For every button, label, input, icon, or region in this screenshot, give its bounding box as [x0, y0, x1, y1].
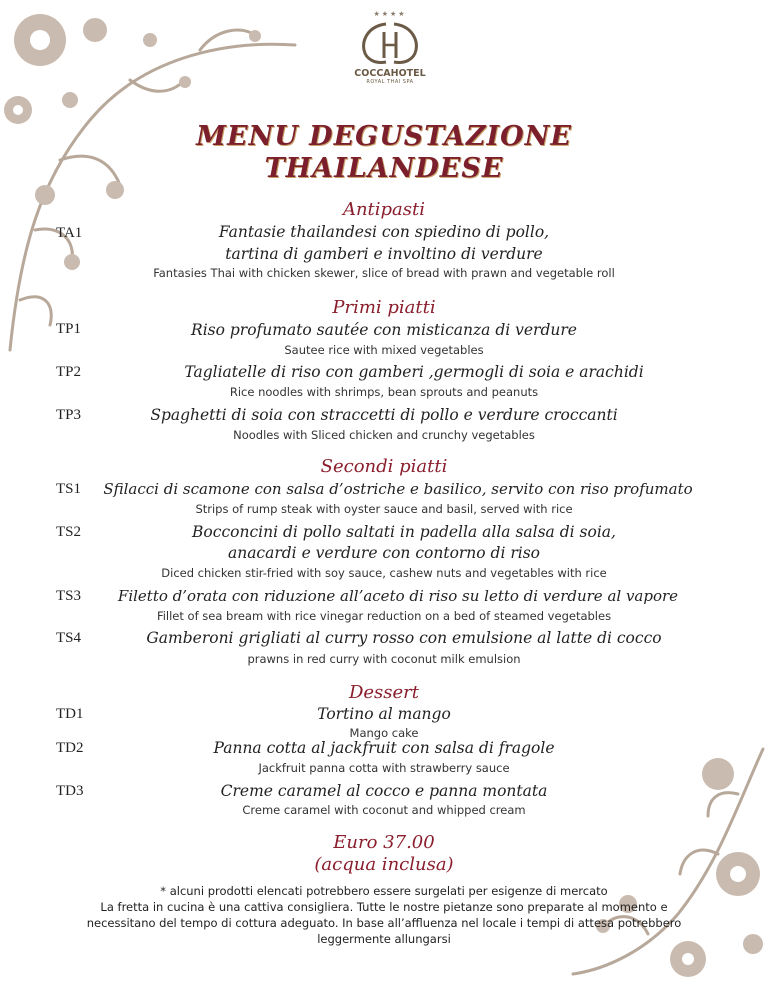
dish-translation: Jackfruit panna cotta with strawberry sauce — [258, 761, 510, 775]
dish-code: TD2 — [56, 740, 84, 756]
footer-note-frozen: * alcuni prodotti elencati potrebbero essere surgelati per esigenze di mercato — [160, 884, 608, 898]
dish-name: Riso profumato sautée con misticanza di verdure — [191, 321, 577, 339]
price-note: (acqua inclusa) — [314, 854, 454, 875]
dish-name-line-2: tartina di gamberi e involtino di verdure — [225, 245, 543, 263]
dish-code: TP2 — [56, 364, 82, 380]
logo-emblem-icon — [350, 18, 430, 66]
dish-translation: Rice noodles with shrimps, bean sprouts and peanuts — [229, 385, 539, 399]
footer-note-line-2: necessitano del tempo di cottura adeguato. In base all’affluenza nel locale i tempi di attesa potrebbero — [86, 916, 682, 930]
dish-name: Fantasie thailandesi con spiedino di pollo, — [218, 223, 550, 241]
dish-name: Bocconcini di pollo saltati in padella alla salsa di soia, — [192, 523, 616, 541]
dish-name: Tagliatelle di riso con gamberi ,germogli di soia e arachidi — [184, 363, 644, 381]
dish-translation: Mango cake — [349, 726, 419, 740]
dish-code: TA1 — [56, 225, 83, 241]
dish-name: Spaghetti di soia con straccetti di pollo e verdure croccanti — [150, 406, 618, 424]
logo-tagline: ROYAL THAI SPA — [366, 79, 414, 85]
section-heading-secondi: Secondi piatti — [320, 456, 448, 477]
dish-code: TD3 — [56, 783, 84, 799]
dish-code: TD1 — [56, 706, 84, 722]
section-heading-primi: Primi piatti — [332, 297, 436, 318]
dish-code: TS4 — [56, 630, 82, 646]
logo-name: COCCAHOTEL — [354, 68, 426, 79]
logo-stars: ★★★★ — [373, 10, 407, 18]
dish-translation: Creme caramel with coconut and whipped cream — [242, 803, 526, 817]
dish-name: Sfilacci di scamone con salsa d’ostriche e basilico, servito con riso profumato — [103, 480, 693, 498]
price-amount: Euro 37.00 — [333, 832, 435, 853]
section-heading-antipasti: Antipasti — [342, 199, 426, 220]
dish-translation: prawns in red curry with coconut milk emulsion — [247, 652, 521, 666]
dish-translation: Fantasies Thai with chicken skewer, slice of bread with prawn and vegetable roll — [153, 266, 615, 280]
dish-name: Gamberoni grigliati al curry rosso con emulsione al latte di cocco — [146, 629, 662, 647]
dish-code: TP1 — [56, 321, 82, 337]
hotel-logo — [350, 10, 430, 102]
dish-name: Creme caramel al cocco e panna montata — [220, 782, 548, 800]
dish-translation: Sautee rice with mixed vegetables — [284, 343, 484, 357]
footer-note-line-1: La fretta in cucina è una cattiva consigliera. Tutte le nostre pietanze sono preparate al momento e — [100, 900, 668, 914]
dish-code: TP3 — [56, 407, 82, 423]
dish-code: TS2 — [56, 524, 82, 540]
dish-translation: Strips of rump steak with oyster sauce and basil, served with rice — [195, 502, 573, 516]
dish-name: Filetto d’orata con riduzione all’aceto di riso su letto di verdure al vapore — [117, 587, 679, 605]
dish-code: TS3 — [56, 588, 82, 604]
dish-translation: Diced chicken stir-fried with soy sauce, cashew nuts and vegetables with rice — [161, 566, 607, 580]
menu-title-line-1: MENU DEGUSTAZIONE — [196, 121, 572, 152]
footer-note-line-3: leggermente allungarsi — [317, 932, 451, 946]
dish-name-line-2: anacardi e verdure con contorno di riso — [227, 544, 541, 562]
dish-translation: Noodles with Sliced chicken and crunchy vegetables — [233, 428, 535, 442]
menu-title-line-2: THAILANDESE — [264, 153, 504, 184]
section-heading-dessert: Dessert — [348, 682, 420, 703]
dish-code: TS1 — [56, 481, 82, 497]
dish-name: Tortino al mango — [317, 705, 451, 723]
dish-name: Panna cotta al jackfruit con salsa di fragole — [213, 739, 555, 757]
dish-translation: Fillet of sea bream with rice vinegar reduction on a bed of steamed vegetables — [156, 609, 612, 623]
